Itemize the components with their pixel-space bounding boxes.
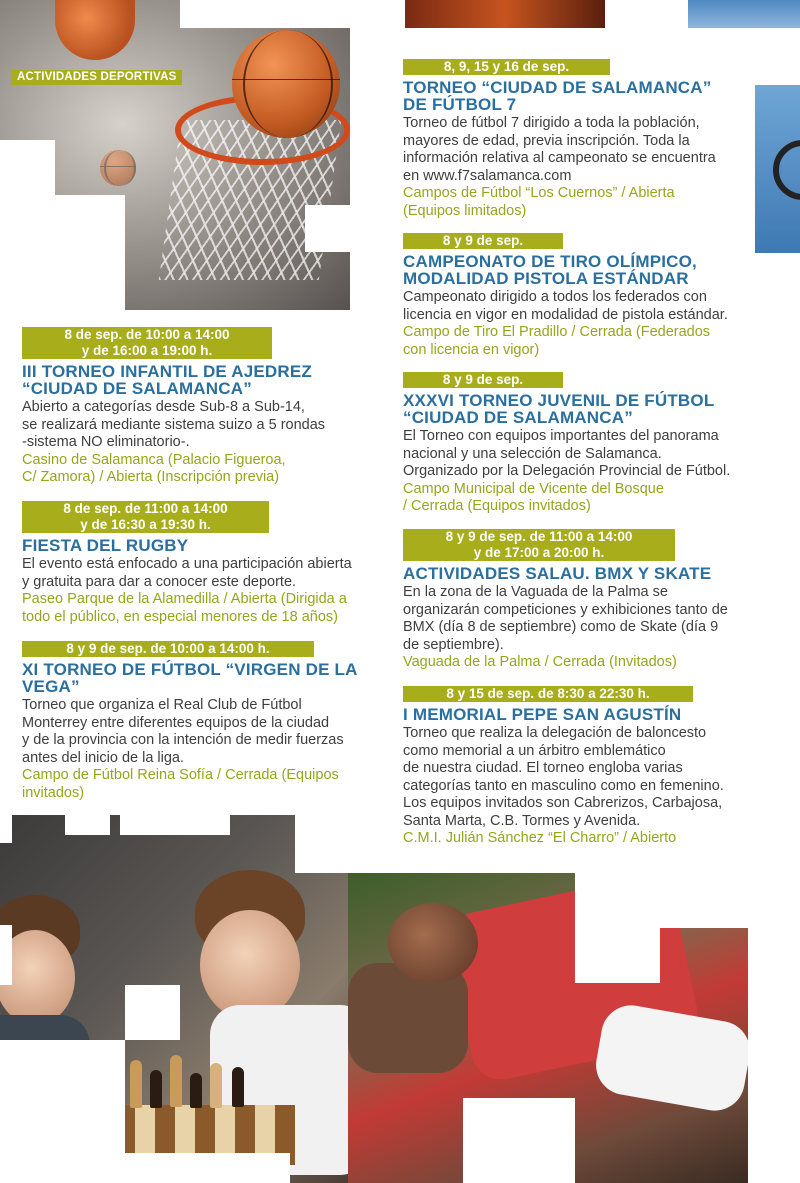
event-title: I MEMORIAL PEPE SAN AGUSTÍN (403, 705, 682, 724)
top-right-photo (688, 0, 800, 28)
event-memorial-pepe-san-agustin (403, 686, 763, 848)
event-title: TORNEO “CIUDAD DE SALAMANCA” DE FÚTBOL 7 (403, 78, 712, 114)
event-description: Torneo que organiza el Real Club de Fútbol Monterrey entre diferentes equipos de la ciudad y de la provincia con la intención de medir fuerzas antes del inicio de la liga. (22, 697, 344, 766)
event-description: El evento está enfocado a una participación abierta y gratuita para dar a conocer este deporte. (22, 556, 352, 590)
event-olympic-shooting (403, 233, 763, 359)
event-location: Campo Municipal de Vicente del Bosque / Cerrada (Equipos invitados) (403, 480, 664, 514)
event-date: 8 y 15 de sep. de 8:30 a 22:30 h. (403, 686, 693, 702)
event-description: Abierto a categorías desde Sub-8 a Sub-14, se realizará mediante sistema suizo a 5 rondas -sistema NO eliminatorio-. (22, 399, 326, 450)
event-description: En la zona de la Vaguada de la Palma se organizarán competiciones y exhibiciones tanto de BMX (día 8 de septiembre) como de Skate (día 9 de septiembre). (403, 584, 728, 653)
event-title: XI TORNEO DE FÚTBOL “VIRGEN DE LA VEGA” (22, 660, 358, 696)
event-description: Torneo de fútbol 7 dirigido a toda la población, mayores de edad, previa inscripción. Toda la información relativa al campeonato se encuentra en www.f7salamanca.com (403, 115, 716, 184)
event-location: Campo de Tiro El Pradillo / Cerrada (Federados con licencia en vigor) (403, 324, 711, 358)
event-date: 8 y 9 de sep. (403, 372, 563, 388)
event-title: CAMPEONATO DE TIRO OLÍMPICO, MODALIDAD PISTOLA ESTÁNDAR (403, 252, 697, 288)
event-rugby-festival (22, 501, 382, 626)
event-date: 8 de sep. de 10:00 a 14:00 y de 16:00 a 19:00 h. (22, 327, 272, 359)
event-football-virgen-vega (22, 641, 377, 802)
event-date: 8 de sep. de 11:00 a 14:00 y de 16:30 a 19:30 h. (22, 501, 269, 533)
event-football7-tournament (403, 59, 763, 220)
event-location: Paseo Parque de la Alamedilla / Abierta (Dirigida a todo el público, en especial menores de 18 años) (22, 591, 347, 625)
event-location: C.M.I. Julián Sánchez “El Charro” / Abierto (403, 830, 677, 846)
event-location: Casino de Salamanca (Palacio Figueroa, C/ Zamora) / Abierta (Inscripción previa) (22, 451, 286, 485)
event-date: 8 y 9 de sep. de 10:00 a 14:00 h. (22, 641, 314, 657)
section-tag: ACTIVIDADES DEPORTIVAS (11, 70, 182, 85)
top-middle-photo (405, 0, 605, 28)
event-description: El Torneo con equipos importantes del panorama nacional y una selección de Salamanca. Organizado por la Delegación Provincial de Fútbol. (403, 428, 731, 479)
event-date: 8 y 9 de sep. (403, 233, 563, 249)
event-location: Campos de Fútbol “Los Cuernos” / Abierta (Equipos limitados) (403, 185, 675, 219)
event-date: 8 y 9 de sep. de 11:00 a 14:00 y de 17:00 a 20:00 h. (403, 529, 675, 561)
event-title: FIESTA DEL RUGBY (22, 536, 189, 555)
event-youth-football (403, 372, 763, 516)
event-title: III TORNEO INFANTIL DE AJEDREZ “CIUDAD DE SALAMANCA” (22, 362, 312, 398)
event-location: Vaguada de la Palma / Cerrada (Invitados) (403, 654, 677, 670)
event-date: 8, 9, 15 y 16 de sep. (403, 59, 610, 75)
event-description: Torneo que realiza la delegación de baloncesto como memorial a un árbitro emblemático de nuestra ciudad. El torneo engloba varias categorías tanto en masculino como en femenino. Los equipos invitados son Cabrerizos, Carbajosa, Santa Marta, C.B. Tormes y Avenida. (403, 725, 724, 829)
event-title: ACTIVIDADES SALAU. BMX Y SKATE (403, 564, 712, 583)
event-chess-tournament (22, 327, 377, 487)
event-bmx-skate (403, 529, 763, 672)
event-description: Campeonato dirigido a todos los federados con licencia en vigor en modalidad de pistola estándar. (403, 289, 728, 323)
event-location: Campo de Fútbol Reina Sofía / Cerrada (Equipos invitados) (22, 767, 339, 801)
event-title: XXXVI TORNEO JUVENIL DE FÚTBOL “CIUDAD DE SALAMANCA” (403, 391, 715, 427)
